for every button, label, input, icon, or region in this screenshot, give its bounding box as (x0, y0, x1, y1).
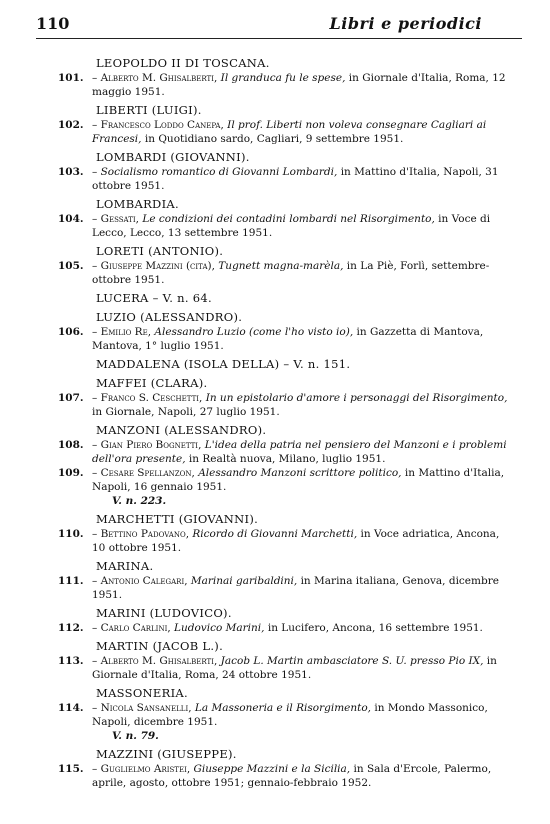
bibliography-section (0, 244, 550, 287)
bibliography-section (0, 376, 550, 419)
bibliography-section (0, 559, 550, 602)
entry-author: Bettino Padovano, (100, 528, 190, 540)
subject-heading: MAFFEI (CLARA). (96, 376, 208, 390)
bibliography-section (0, 686, 550, 743)
subject-heading: LUCERA – V. n. 64. (96, 291, 212, 305)
entry-title: In un epistolario d'amore i personaggi del Risorgimento, (205, 392, 508, 404)
entry-title: Alessandro Manzoni scrittore politico, (198, 467, 402, 479)
entry-publication: in Giornale d'Italia, Roma, 12 maggio 1951. (92, 72, 506, 98)
bibliography-entry: 113. – Alberto M. Ghisalberti, Jacob L. Martin ambasciatore S. U. presso Pio IX, in Giornale d'Italia, Roma, 24 ottobre 1951. (58, 655, 497, 681)
subject-heading: MARINA. (96, 559, 154, 573)
entry-number: 114. (58, 702, 84, 714)
entry-publication: in Mattino d'Italia, Napoli, 16 gennaio 1951. (92, 467, 505, 493)
entry-author: Nicola Sansanelli, (100, 702, 192, 714)
subject-heading: MARINI (LUDOVICO). (96, 606, 232, 620)
entry-title: Jacob L. Martin ambasciatore S. U. presso Pio IX, (220, 655, 484, 667)
entry-number: 104. (58, 213, 84, 225)
entry-title: La Massoneria e il Risorgimento, (194, 702, 372, 714)
bibliography-section (0, 56, 550, 99)
entry-author: Gessati, (100, 213, 140, 225)
entry-publication: in Mattino d'Italia, Napoli, 31 ottobre 1951. (92, 166, 499, 192)
entry-publication: in Voce adriatica, Ancona, 10 ottobre 1951. (92, 528, 500, 554)
entry-publication: in Sala d'Ercole, Palermo, aprile, agosto, ottobre 1951; gennaio-febbraio 1952. (92, 763, 492, 789)
subject-heading: LEOPOLDO II DI TOSCANA. (96, 56, 270, 70)
entry-number: 108. (58, 439, 84, 451)
entry-author: Francesco Loddo Canepa, (100, 119, 224, 131)
entry-publication: in Voce di Lecco, Lecco, 13 settembre 1951. (92, 213, 491, 239)
entry-number: 112. (58, 622, 84, 634)
bibliography-entry: 112. – Carlo Carlini, Ludovico Marini, in Lucifero, Ancona, 16 settembre 1951. (58, 622, 483, 634)
subject-heading: LOMBARDIA. (96, 197, 179, 211)
subject-heading: LORETI (ANTONIO). (96, 244, 224, 258)
entry-number: 115. (58, 763, 84, 775)
subject-heading: LOMBARDI (GIOVANNI). (96, 150, 250, 164)
subject-heading: LIBERTI (LUIGI). (96, 103, 202, 117)
bibliography-section (0, 512, 550, 555)
bibliography-section (0, 103, 550, 146)
entry-publication: in Giornale d'Italia, Roma, 24 ottobre 1951. (92, 655, 497, 681)
bibliography-entry: 114. – Nicola Sansanelli, La Massoneria e il Risorgimento, in Mondo Massonico, Napoli, dicembre 1951. (58, 702, 488, 728)
bibliography-entry: 104. – Gessati, Le condizioni dei contadini lombardi nel Risorgimento, in Voce di Lecco, Lecco, 13 settembre 1951. (58, 213, 491, 239)
entry-title: Tugnett magna-marèla, (218, 260, 344, 272)
entry-title: Marinai garibaldini, (190, 575, 298, 587)
entry-title: Ricordo di Giovanni Marchetti, (192, 528, 358, 540)
entry-author: Alberto M. Ghisalberti, (100, 72, 218, 84)
bibliography-section (0, 606, 550, 635)
entry-title: Alessandro Luzio (come l'ho visto io), (154, 326, 354, 338)
entry-publication: in Lucifero, Ancona, 16 settembre 1951. (267, 622, 483, 634)
entry-publication: in La Piè, Forlì, settembre-ottobre 1951. (92, 260, 490, 286)
entry-publication: in Quotidiano sardo, Cagliari, 9 settembre 1951. (144, 133, 404, 145)
entry-title: Il granduca fu le spese, (220, 72, 346, 84)
entry-publication: in Realtà nuova, Milano, luglio 1951. (188, 453, 386, 465)
bibliography-entry: 107. – Franco S. Ceschetti, In un epistolario d'amore i personaggi del Risorgimento, in Giornale, Napoli, 27 luglio 1951. (58, 392, 508, 418)
entry-number: 107. (58, 392, 84, 404)
entry-number: 102. (58, 119, 84, 131)
bibliography-section (0, 197, 550, 240)
bibliography-entry: 109. – Cesare Spellanzon, Alessandro Manzoni scrittore politico, in Mattino d'Italia, Napoli, 16 gennaio 1951. (58, 467, 505, 493)
bibliography-entry: 108. – Gian Piero Bognetti, L'idea della patria nel pensiero del Manzoni e i problemi dell'ora presente, in Realtà nuova, Milano, luglio 1951. (58, 439, 507, 465)
entry-author: Giuseppe Mazzini (cita), (100, 260, 215, 272)
entry-title: Giuseppe Mazzini e la Sicilia, (193, 763, 351, 775)
bibliography-entry: 105. – Giuseppe Mazzini (cita), Tugnett magna-marèla, in La Piè, Forlì, settembre-ottobre 1951. (58, 260, 490, 286)
entry-author: Gian Piero Bognetti, (100, 439, 202, 451)
bibliography-section (0, 747, 550, 790)
bibliography-section (0, 423, 550, 508)
bibliography-entry: 111. – Antonio Calegari, Marinai garibaldini, in Marina italiana, Genova, dicembre 1951. (58, 575, 499, 601)
subject-heading: MANZONI (ALESSANDRO). (96, 423, 267, 437)
subject-heading: MAZZINI (GIUSEPPE). (96, 747, 237, 761)
entry-author: Guglielmo Aristei, (100, 763, 191, 775)
bibliography-entry: 101. – Alberto M. Ghisalberti, Il granduca fu le spese, in Giornale d'Italia, Roma, 12 maggio 1951. (58, 72, 506, 98)
cross-reference: V. n. 223. (112, 495, 167, 507)
entry-number: 109. (58, 467, 84, 479)
bibliography-section (0, 150, 550, 193)
bibliography-list (0, 56, 550, 790)
entry-number: 105. (58, 260, 84, 272)
entry-author: Cesare Spellanzon, (100, 467, 195, 479)
subject-heading: MASSONERIA. (96, 686, 188, 700)
entry-number: 113. (58, 655, 84, 667)
entry-title: Il prof. Liberti non voleva consegnare Cagliari ai Francesi, (92, 119, 487, 145)
bibliography-section (0, 291, 550, 306)
entry-title: Socialismo romantico di Giovanni Lombardi, (100, 166, 338, 178)
entry-number: 106. (58, 326, 84, 338)
cross-reference: V. n. 79. (112, 730, 159, 742)
entry-publication: in Mondo Massonico, Napoli, dicembre 1951. (92, 702, 488, 728)
entry-publication: in Marina italiana, Genova, dicembre 1951. (92, 575, 499, 601)
subject-heading: MADDALENA (ISOLA DELLA) – V. n. 151. (96, 357, 351, 371)
bibliography-entry: 110. – Bettino Padovano, Ricordo di Giovanni Marchetti, in Voce adriatica, Ancona, 10 ottobre 1951. (58, 528, 500, 554)
bibliography-entry: 102. – Francesco Loddo Canepa, Il prof. Liberti non voleva consegnare Cagliari ai Francesi, in Quotidiano sardo, Cagliari, 9 settembre 1951. (58, 119, 487, 145)
subject-heading: LUZIO (ALESSANDRO). (96, 310, 243, 324)
entry-author: Carlo Carlini, (100, 622, 171, 634)
entry-publication: in Gazzetta di Mantova, Mantova, 1° luglio 1951. (92, 326, 484, 352)
entry-title: Ludovico Marini, (174, 622, 265, 634)
bibliography-section (0, 639, 550, 682)
subject-heading: MARTIN (JACOB L.). (96, 639, 224, 653)
entry-author: Antonio Calegari, (100, 575, 188, 587)
entry-publication: in Giornale, Napoli, 27 luglio 1951. (92, 406, 280, 418)
entry-title: Le condizioni dei contadini lombardi nel Risorgimento, (142, 213, 435, 225)
bibliography-section (0, 357, 550, 372)
bibliography-entry: 103. – Socialismo romantico di Giovanni Lombardi, in Mattino d'Italia, Napoli, 31 ottobre 1951. (58, 166, 499, 192)
entry-title: L'idea della patria nel pensiero del Manzoni e i problemi dell'ora presente, (92, 439, 507, 465)
bibliography-entry: 106. – Emilio Re, Alessandro Luzio (come l'ho visto io), in Gazzetta di Mantova, Mantova, 1° luglio 1951. (58, 326, 484, 352)
bibliography-section (0, 310, 550, 353)
entry-number: 110. (58, 528, 84, 540)
entry-author: Emilio Re, (100, 326, 152, 338)
subject-heading: MARCHETTI (GIOVANNI). (96, 512, 259, 526)
page-header (36, 14, 522, 39)
page-number: 110 (36, 14, 70, 33)
entry-number: 111. (58, 575, 84, 587)
running-title: Libri e periodici (329, 14, 482, 33)
bibliography-entry: 115. – Guglielmo Aristei, Giuseppe Mazzini e la Sicilia, in Sala d'Ercole, Palermo, aprile, agosto, ottobre 1951; gennaio-febbraio 1952. (58, 763, 492, 789)
entry-number: 101. (58, 72, 84, 84)
entry-author: Franco S. Ceschetti, (100, 392, 203, 404)
entry-author: Alberto M. Ghisalberti, (100, 655, 218, 667)
entry-number: 103. (58, 166, 84, 178)
